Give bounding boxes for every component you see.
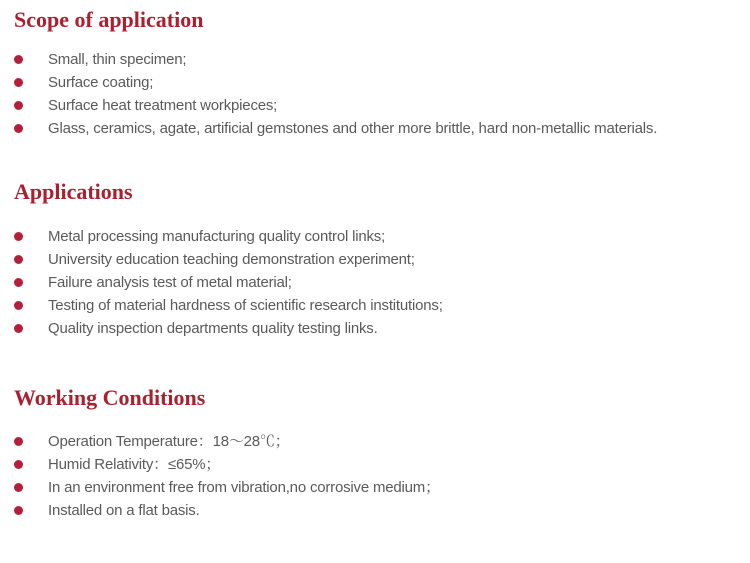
bullet-icon (14, 124, 23, 133)
list-item-text: Operation Temperature：18～28℃； (48, 433, 290, 450)
list-item-text: Surface heat treatment workpieces; (48, 97, 278, 114)
list-item-text: Small, thin specimen; (48, 51, 187, 68)
list-item (14, 294, 742, 317)
list-item-text: In an environment free from vibration,no corrosive medium； (48, 479, 440, 496)
bullet-list (14, 430, 742, 522)
section-working-conditions (14, 384, 742, 522)
list-item-text: Testing of material hardness of scientific research institutions; (48, 297, 443, 314)
bullet-icon (14, 301, 23, 310)
list-item (14, 476, 742, 499)
bullet-icon (14, 101, 23, 110)
bullet-icon (14, 324, 23, 333)
list-item-text: Quality inspection departments quality testing links. (48, 320, 378, 337)
bullet-icon (14, 278, 23, 287)
list-item (14, 71, 742, 94)
list-item-text: Glass, ceramics, agate, artificial gemstones and other more brittle, hard non-metallic materials. (48, 120, 658, 137)
bullet-icon (14, 460, 23, 469)
bullet-list (14, 48, 742, 140)
bullet-icon (14, 437, 23, 446)
list-item (14, 48, 742, 71)
bullet-icon (14, 255, 23, 264)
list-item-text: Surface coating; (48, 74, 154, 91)
list-item-text: Metal processing manufacturing quality control links; (48, 228, 386, 245)
list-item (14, 94, 742, 117)
list-item (14, 317, 742, 340)
bullet-icon (14, 78, 23, 87)
section-title: Applications (14, 179, 133, 204)
section-applications (14, 178, 742, 340)
list-item (14, 430, 742, 453)
list-item-text: Failure analysis test of metal material; (48, 274, 292, 291)
list-item (14, 499, 742, 522)
section-scope-of-application (14, 6, 742, 140)
bullet-icon (14, 55, 23, 64)
list-item (14, 248, 742, 271)
list-item (14, 453, 742, 476)
section-title: Scope of application (14, 7, 204, 32)
list-item (14, 271, 742, 294)
section-title: Working Conditions (14, 385, 206, 410)
list-item-text: Humid Relativity：≤65%； (48, 456, 221, 473)
bullet-icon (14, 232, 23, 241)
bullet-icon (14, 506, 23, 515)
bullet-list (14, 225, 742, 340)
list-item (14, 225, 742, 248)
list-item (14, 117, 742, 140)
list-item-text: University education teaching demonstration experiment; (48, 251, 415, 268)
list-item-text: Installed on a flat basis. (48, 502, 200, 519)
bullet-icon (14, 483, 23, 492)
